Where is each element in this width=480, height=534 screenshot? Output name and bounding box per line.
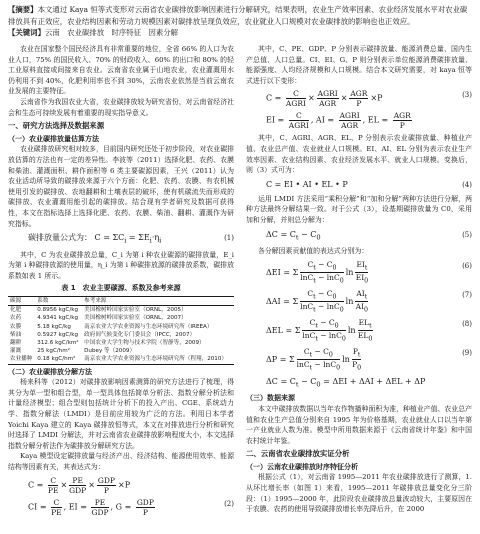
right-column: [246, 44, 472, 515]
table-cell: 农药: [10, 315, 22, 322]
carbon-source-table: [8, 296, 234, 365]
equation-number: (8): [462, 319, 472, 328]
table-cell: Dubey 等（2009）: [84, 348, 136, 355]
table-row: [8, 331, 234, 339]
table-cell: 5.18 kgC/kg: [37, 323, 71, 330]
subsection-heading-1a: （一）农业碳排放量估算方法: [8, 134, 99, 143]
equation-number: (5): [462, 230, 472, 239]
equation-number: (1): [224, 234, 234, 243]
table-cell: 0.5927 kgC/kg: [37, 331, 79, 338]
table-row: [8, 306, 234, 315]
table-cell: 政府间气候变化专门委员会（IPCC，2007）: [84, 331, 196, 338]
left-column: [8, 44, 234, 520]
table-cell: 农业播种: [10, 356, 33, 363]
section-heading-1: 一、研究方法选择及数据来源: [8, 121, 105, 131]
abstract-text: 本文通过 Kaya 恒等式变形对云南省农业碳排放影响因素进行分解研究，结果表明，农业生产效率因素、农业经济发展水平对农业碳排放具有正效应，农业结构因素和劳动力规模因素对碳排放呈现负效应，农业就业人口规模对农业碳排放的影响也也正效应。: [8, 5, 468, 26]
section-heading-2: 二、云南省农业碳排放实证分析: [246, 449, 350, 459]
formula-explanation: 其中，C 为农业碳排放总量，C_i 为第 i 种农业碳源的碳排放量，E_i 为第 i 种碳排放源的使用量，η_i 为第 i 种碳排放源的碳排放系数，碳排放系数如表 1 所示。: [8, 250, 234, 280]
data-source-paragraph: 本文中碳排放数据以当年农作物播种面积为准，种植业产值、农业总产值和农业生产总值分别来自 1995 年为价格基期，农业就业人口以当年第一产业就业人数为准。模型中所用数据来源于《云南省统计年鉴》和中国农村统计年鉴。: [246, 404, 472, 445]
equation-number: (2): [224, 499, 234, 508]
table-cell: 25 kgC/hm²: [37, 348, 70, 355]
table-header-cell: 参考来源: [84, 298, 107, 305]
keywords: 云南 农业碳排放 时序特征 因素分解: [44, 28, 179, 37]
equation-6: ΔEI = Σ $\frac{C_t - C_0}{\ln C_t - \ln C_0}$ ln $\frac{EI_t}{EI_0}$ (6): [266, 259, 472, 285]
equation-5: $\Delta C = C_t - C_0$ (5): [266, 229, 472, 242]
equation-3: C = $\frac{C}{\text{AGRI}}$ × $\frac{\text{AGRI}}{\text{AGR}}$ × $\frac{\text{AGR}}{P}$ ×P (3): [266, 89, 472, 109]
equation-8: ΔEL = Σ $\frac{C_t - C_0}{\ln C_t - \ln C_0}$ ln $\frac{EL_t}{EL_0}$ (8): [266, 317, 472, 343]
table-header-cell: 系数: [37, 298, 49, 305]
equation-2b: CI = $\frac{C}{PE}$ , EI = $\frac{PE}{\text{GDP}}$ , G = $\frac{\text{GDP}}{P}$ (2): [28, 497, 234, 517]
formula-label: 碳排放量公式为：: [28, 233, 92, 243]
table-row: [8, 323, 234, 331]
table-title: 表 1 农业主要碳源、系数及参考来源: [61, 284, 181, 293]
equation-total: $\Delta C = C_t - C_0 = \Delta EI + \Delta AI + \Delta EL + \Delta P$: [266, 376, 426, 389]
lmdi-paragraph: 运用 LMDI 方法采用“乘积分解”和“加和分解”两种方法进行分解，两种方法最终分解结果一致。对于公式（3），设基期碳排放量为 C0，采用加和分解，并则总分解为：: [246, 194, 472, 224]
table-cell: 柴油: [10, 331, 22, 338]
kaya-paragraph: Kaya 模型设定碳排放量与经济产出、经济结构、能源使用效率、能源结构等因素有关，其表达式为：: [8, 452, 234, 472]
table-cell: 农膜: [10, 323, 22, 330]
abstract-label: 【摘要】: [8, 5, 38, 14]
table-cell: 0.18 kgC/hm²: [37, 356, 76, 363]
equation-9: ΔP = Σ $\frac{C_t - C_0}{\ln C_t - \ln C_0}$ ln $\frac{P_t}{P_0}$ (9): [266, 346, 472, 372]
table-cell: 化肥: [10, 307, 22, 314]
intro-paragraph-2: 云南省作为我国农业大省，农业碳排放较为研究省份，对云南省经济社会和生态可持续发展有着重要的现实指导意义。: [8, 97, 234, 117]
table-cell: 南京农业大学农业资源与生态环境研究所（程翔，2010）: [84, 356, 228, 363]
subsection-heading-1b: （二）农业碳排放分解方法: [8, 367, 92, 376]
equation-number: (7): [462, 290, 472, 299]
contribution-paragraph: 各分解因素贡献值的表达式分别为：: [258, 247, 369, 256]
analysis-paragraph: 根据公式（1），对云南省 1995—2011 年农业碳排放进行了测算，1. 从环比增长率（如图 1）来看，1995—2011 年碳排放总量变化分三阶段：（1）1995—2000 年，此阶段农业碳排放总量波动较大，主要原因在于农膜、农药的使用导致碳排放增长率先降后升，在 2000: [246, 473, 472, 514]
carbon-source-paragraph: 农业碳排放研究相对较多，目前国内研究还处于初步阶段，对农业碳排放估算的方法也有一定的差异性。李波等（2011）选择化肥、农药、农膜和柴油、灌溉面积、耕作面积等 6 类主要碳源因素，王兴（2011）认为农业活动所导致的碳排放来源于六个方面：化肥、农药、农膜、有农机械使用引发的碳排放、农地翻耕和土壤表层的破坏，使有机碳流失而形成的碳排放、农业灌溉用能引起的碳排放。结合现有学者研究及数据可获得性，本文在指标选择上选择化肥、农药、农膜、柴油、翻耕、灌溉作为研究指标。: [8, 145, 234, 228]
equation-number: (3): [462, 91, 472, 100]
equation-7: ΔAI = Σ $\frac{C_t - C_0}{\ln C_t - \ln C_0}$ ln $\frac{AI_t}{AI_0}$ (7): [266, 288, 472, 314]
table-cell: 美国橡树岭国家实验室（ORNL，2007）: [84, 315, 187, 322]
method-paragraph: 杨来科等（2012）对碳排放影响因素测算的研究方法进行了梳理，得其分为单一型和组合型，单一型具体包括简单分析法、指数分解分析法和计量经济模型；组合型则包括统计分析下的投入产出、CGE、系统动力学、指数分解法（LMDI）是目前应用较为广泛的方法。利用日本学者 Yoichi Kaya 建立的 Kaya 碳排放恒等式，本文在对排放进行分析和研究时选择了 LMDI 分解法，并对云南省农业碳排放影响程度大小，本文选择指数分解分析法作为碳排放分解研究方法。: [8, 378, 234, 450]
transformed-variables-paragraph: 其中，C、AGRI、AGR、EL、P 分别表示农业碳排放量、种植业产值、农业总产值、农业就业人口规模。EI、AI、EL 分别为表示农业生产效率因素、农业结构因素、农业经济发展水平、就业人口规模。变换后，则（3）式可为：: [246, 134, 472, 175]
equation-number: (6): [462, 261, 472, 270]
table-cell: 0.8956 kgC/kg: [37, 307, 79, 314]
abstract: [8, 4, 472, 39]
equation-3b: EI = $\frac{C}{\text{AGRI}}$ , AI = $\frac{\text{AGRI}}{\text{AGR}}$ , EL = $\frac{\text{AGR}}{P}$: [266, 111, 411, 131]
table-header-row: [8, 297, 234, 306]
table-header-cell: 碳源: [10, 298, 22, 305]
equation-2: C = $\frac{C}{PE}$ × $\frac{PE}{\text{GDP}}$ × $\frac{\text{GDP}}{P}$ ×P: [28, 475, 131, 495]
table-row: [8, 347, 234, 355]
intro-paragraph-1: 农业在国家整个国民经济具有非常重要的地位，全省 66% 的人口为农业人口，75% 的国民收入、70% 的财政收入、60% 的出口和 80% 的轻工业原料直接或间接来自农业。云南省农业属于山地农业，农业灌溉用水仍利用不到 40%，化肥利用率也不到 30%，云南农业依然是当前云南农业发展的主要特征。: [8, 45, 234, 96]
table-row: [8, 355, 234, 364]
subsection-heading-2a: （一）云南农业碳排放时序特征分析: [246, 462, 358, 471]
kaya-variables-paragraph: 其中，C、PE、GDP、P 分别表示碳排放量、能源消费总量、国内生产总值、人口总量。CI、EI、G、P 则分别表示单位能源消费碳排放量、能源强度、人均经济规模和人口规模。结合本文研究需要，对 kaya 恒等式进行以下变形：: [246, 45, 472, 85]
equation-1: 碳排放量公式为： $C = \Sigma C_i = \Sigma E_i\cdot\eta_i$ (1): [28, 233, 234, 245]
table-row: [8, 339, 234, 347]
keywords-label: 【关键词】: [8, 28, 45, 37]
equation-number: (9): [462, 348, 472, 357]
table-cell: 灌溉: [10, 348, 22, 355]
table-cell: 翻耕: [10, 340, 22, 347]
table-row: [8, 314, 234, 322]
table-cell: 312.6 kgC/km²: [37, 340, 79, 347]
table-cell: 南京农业大学农业资源与生态环境研究所（IREEA）: [84, 323, 213, 330]
table-cell: 美国橡树岭国家实验室（ORNL，2005）: [84, 307, 187, 314]
equation-4: C = EI • AI • EL • P (4): [266, 179, 472, 189]
subsection-heading-3: （三）数据来源: [246, 394, 295, 403]
table-cell: 4.9341 kgC/kg: [37, 315, 79, 322]
table-cell: 中国农业大学生物与技术学院（智静等，2009）: [84, 340, 205, 347]
equation-number: (4): [462, 180, 472, 189]
